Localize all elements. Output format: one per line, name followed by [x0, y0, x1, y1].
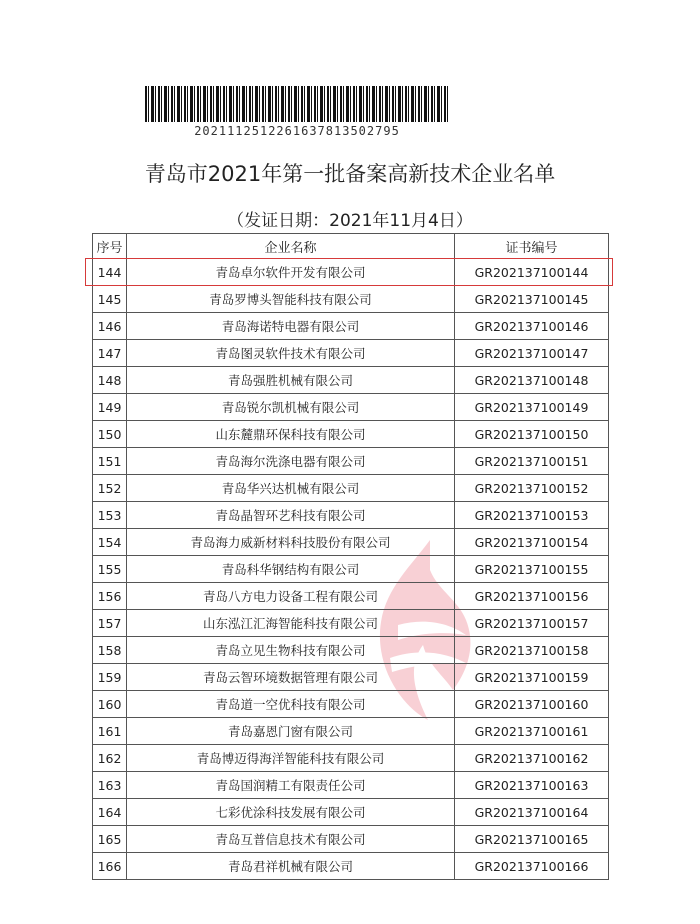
cell-seq: 161 [93, 718, 127, 745]
table-row [93, 340, 609, 367]
cell-company-name: 青岛锐尔凯机械有限公司 [127, 394, 455, 421]
cell-seq: 155 [93, 556, 127, 583]
cell-company-name: 青岛华兴达机械有限公司 [127, 475, 455, 502]
cell-cert-number: GR202137100145 [455, 286, 609, 313]
cell-cert-number: GR202137100153 [455, 502, 609, 529]
cell-seq: 148 [93, 367, 127, 394]
cell-seq: 156 [93, 583, 127, 610]
cell-seq: 160 [93, 691, 127, 718]
cell-company-name: 青岛道一空优科技有限公司 [127, 691, 455, 718]
cell-seq: 144 [93, 259, 127, 286]
cell-seq: 165 [93, 826, 127, 853]
cell-seq: 164 [93, 799, 127, 826]
cell-company-name: 青岛君祥机械有限公司 [127, 853, 455, 880]
cell-company-name: 青岛海力威新材料科技股份有限公司 [127, 529, 455, 556]
cell-company-name: 青岛国润精工有限责任公司 [127, 772, 455, 799]
highlight-box [85, 258, 613, 286]
cell-seq: 151 [93, 448, 127, 475]
cell-seq: 166 [93, 853, 127, 880]
table-row [93, 313, 609, 340]
cell-seq: 146 [93, 313, 127, 340]
cell-company-name: 青岛海诺特电器有限公司 [127, 313, 455, 340]
cell-seq: 157 [93, 610, 127, 637]
table-row [93, 718, 609, 745]
table-row [93, 448, 609, 475]
header-cert: 证书编号 [455, 234, 609, 259]
cell-cert-number: GR202137100163 [455, 772, 609, 799]
cell-cert-number: GR202137100148 [455, 367, 609, 394]
cell-cert-number: GR202137100161 [455, 718, 609, 745]
cell-company-name: 青岛卓尔软件开发有限公司 [127, 259, 455, 286]
barcode-icon [145, 86, 449, 122]
table-row [93, 610, 609, 637]
cell-company-name: 青岛博迈得海洋智能科技有限公司 [127, 745, 455, 772]
table-row [93, 745, 609, 772]
cell-seq: 153 [93, 502, 127, 529]
cell-cert-number: GR202137100151 [455, 448, 609, 475]
cell-seq: 163 [93, 772, 127, 799]
table-row [93, 637, 609, 664]
cell-cert-number: GR202137100165 [455, 826, 609, 853]
cell-cert-number: GR202137100160 [455, 691, 609, 718]
cell-cert-number: GR202137100162 [455, 745, 609, 772]
cell-cert-number: GR202137100150 [455, 421, 609, 448]
cell-seq: 154 [93, 529, 127, 556]
cell-cert-number: GR202137100158 [455, 637, 609, 664]
cell-cert-number: GR202137100146 [455, 313, 609, 340]
table-row [93, 367, 609, 394]
cell-company-name: 青岛互普信息技术有限公司 [127, 826, 455, 853]
cell-cert-number: GR202137100152 [455, 475, 609, 502]
table-row [93, 502, 609, 529]
barcode-number: 202111251226163781350279​5 [194, 124, 400, 138]
table-row [93, 394, 609, 421]
table-row [93, 691, 609, 718]
cell-seq: 145 [93, 286, 127, 313]
cell-cert-number: GR202137100144 [455, 259, 609, 286]
cell-company-name: 青岛罗博头智能科技有限公司 [127, 286, 455, 313]
cell-seq: 158 [93, 637, 127, 664]
cell-cert-number: GR202137100164 [455, 799, 609, 826]
table-row [93, 826, 609, 853]
cell-company-name: 青岛强胜机械有限公司 [127, 367, 455, 394]
cell-cert-number: GR202137100149 [455, 394, 609, 421]
header-seq: 序号 [93, 234, 127, 259]
table-row [93, 664, 609, 691]
table-row [93, 421, 609, 448]
table-row [93, 475, 609, 502]
cell-cert-number: GR202137100147 [455, 340, 609, 367]
cell-cert-number: GR202137100156 [455, 583, 609, 610]
table-row [93, 799, 609, 826]
cell-cert-number: GR202137100155 [455, 556, 609, 583]
cell-seq: 147 [93, 340, 127, 367]
cell-company-name: 青岛图灵软件技术有限公司 [127, 340, 455, 367]
cell-company-name: 青岛立见生物科技有限公司 [127, 637, 455, 664]
table-row [93, 583, 609, 610]
cell-cert-number: GR202137100166 [455, 853, 609, 880]
cell-seq: 162 [93, 745, 127, 772]
cell-seq: 152 [93, 475, 127, 502]
cell-seq: 159 [93, 664, 127, 691]
cell-seq: 150 [93, 421, 127, 448]
enterprise-table [92, 233, 609, 880]
table-row [93, 772, 609, 799]
cell-company-name: 青岛八方电力设备工程有限公司 [127, 583, 455, 610]
table-row [93, 529, 609, 556]
page-title: 青岛市2021年第一批备案高新技术企业名单 [144, 162, 556, 186]
issue-date: （发证日期：2021年11月4日） [227, 211, 473, 231]
table-row [93, 853, 609, 880]
cell-company-name: 山东麓鼎环保科技有限公司 [127, 421, 455, 448]
table-row [93, 556, 609, 583]
cell-company-name: 七彩优涂科技发展有限公司 [127, 799, 455, 826]
cell-company-name: 青岛晶智环艺科技有限公司 [127, 502, 455, 529]
header-name: 企业名称 [127, 234, 455, 259]
cell-company-name: 山东泓江汇海智能科技有限公司 [127, 610, 455, 637]
cell-cert-number: GR202137100154 [455, 529, 609, 556]
cell-company-name: 青岛嘉恩门窗有限公司 [127, 718, 455, 745]
cell-company-name: 青岛科华钢结构有限公司 [127, 556, 455, 583]
cell-cert-number: GR202137100157 [455, 610, 609, 637]
cell-seq: 149 [93, 394, 127, 421]
cell-company-name: 青岛海尔洗涤电器有限公司 [127, 448, 455, 475]
table-header-row [93, 234, 609, 259]
cell-cert-number: GR202137100159 [455, 664, 609, 691]
cell-company-name: 青岛云智环境数据管理有限公司 [127, 664, 455, 691]
table-row [93, 286, 609, 313]
